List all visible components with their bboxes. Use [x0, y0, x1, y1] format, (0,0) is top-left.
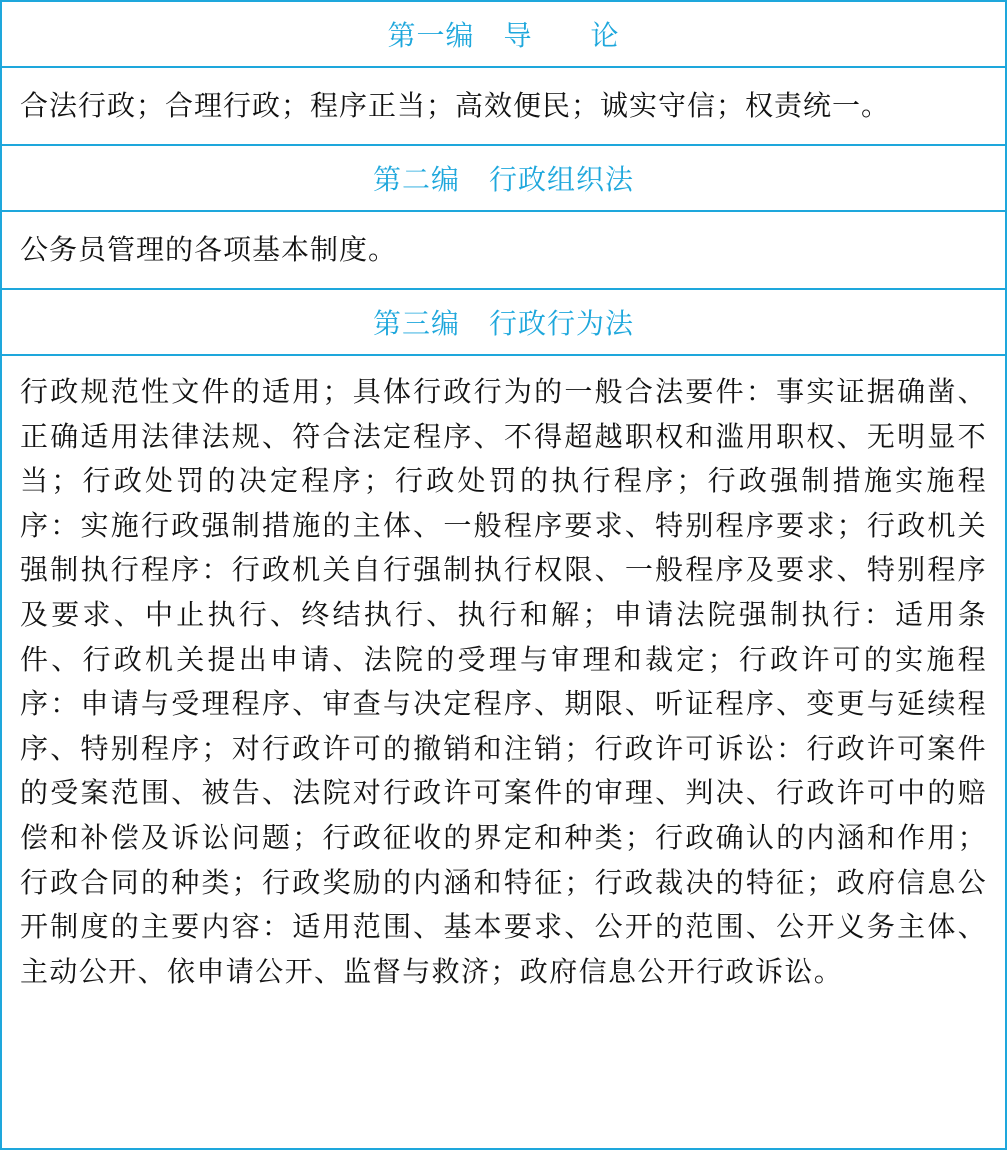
section-2-heading	[2, 146, 1005, 210]
divider	[2, 354, 1005, 356]
section-1-heading	[2, 2, 1005, 66]
section-1-body-text: 合法行政；合理行政；程序正当；高效便民；诚实守信；权责统一。	[20, 89, 891, 122]
section-3-body	[2, 360, 1005, 1146]
section-2-body-text: 公务员管理的各项基本制度。	[20, 233, 398, 266]
section-3-heading	[2, 290, 1005, 354]
section-3-body-text: 行政规范性文件的适用；具体行政行为的一般合法要件：事实证据确凿、正确适用法律法规、符合法定程序、不得超越职权和滥用职权、无明显不当；行政处罚的决定程序；行政处罚的执行程序；行政强制措施实施程序：实施行政强制措施的主体、一般程序要求、特别程序要求；行政机关强制执行程序：行政机关自行强制执行权限、一般程序及要求、特别程序及要求、中止执行、终结执行、执行和解；申请法院强制执行：适用条件、行政机关提出申请、法院的受理与审理和裁定；行政许可的实施程序：申请与受理程序、审查与决定程序、期限、听证程序、变更与延续程序、特别程序；对行政许可的撤销和注销；行政许可诉讼：行政许可案件的受案范围、被告、法院对行政许可案件的审理、判决、行政许可中的赔偿和补偿及诉讼问题；行政征收的界定和种类；行政确认的内涵和作用；行政合同的种类；行政奖励的内涵和特征；行政裁决的特征；政府信息公开制度的主要内容：适用范围、基本要求、公开的范围、公开义务主体、主动公开、依申请公开、监督与救济；政府信息公开行政诉讼。	[20, 375, 987, 988]
section-1-body	[2, 68, 1005, 144]
section-1-heading-text: 第一编 导 论	[387, 19, 620, 52]
section-3-heading-text: 第三编 行政行为法	[372, 307, 634, 340]
section-2-heading-text: 第二编 行政组织法	[372, 163, 634, 196]
section-2-body	[2, 212, 1005, 288]
